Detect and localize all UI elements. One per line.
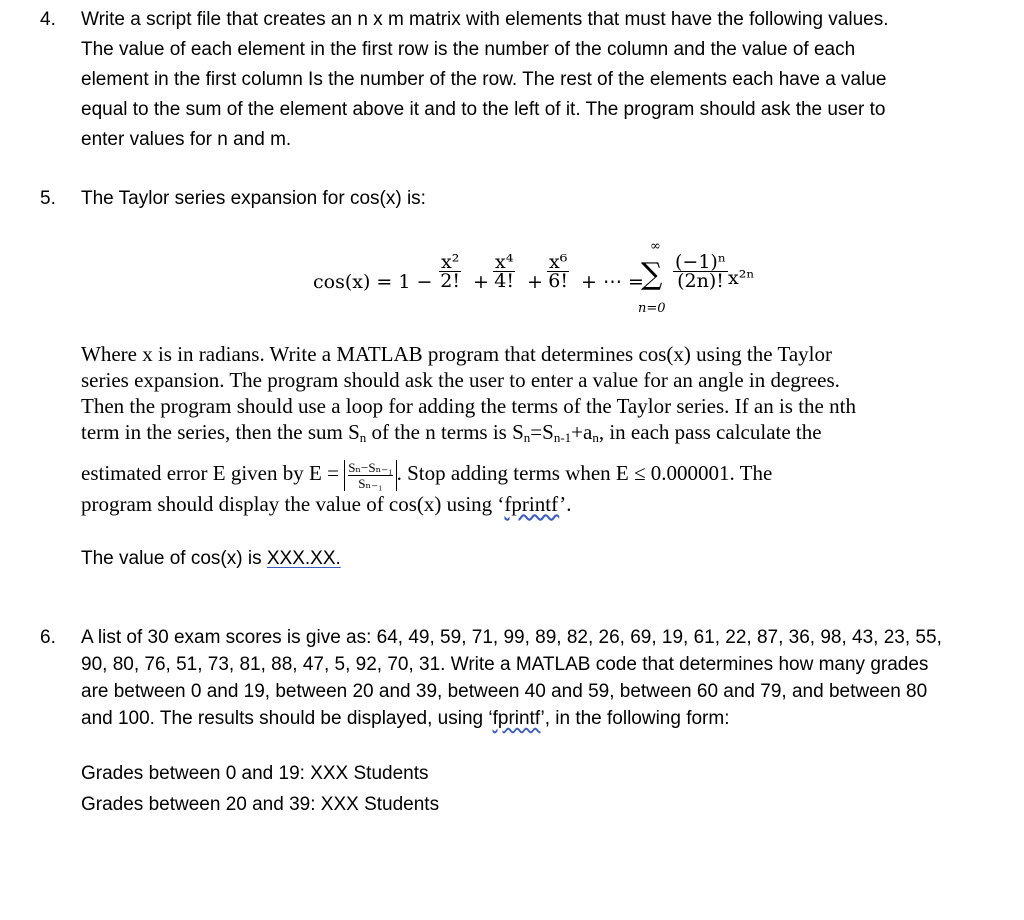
q5-paragraph <box>81 341 981 517</box>
output-placeholder: XXX.XX. <box>266 548 341 569</box>
x-power: x²ⁿ <box>728 267 755 289</box>
formula-tail: + ⋯ = <box>581 271 644 293</box>
term-x2: $\frac{\text{x²}}{2!}$ <box>440 251 461 292</box>
q4-line: The value of each element in the first row is the number of the column and the value of each <box>81 39 856 60</box>
question-5 <box>40 184 980 214</box>
sum-bottom: n=0 <box>638 301 666 316</box>
fprintf-code: fprintf <box>492 708 541 729</box>
q5-output: The value of cos(x) is XXX.XX. <box>81 548 341 569</box>
q6-line: 90, 80, 76, 51, 73, 81, 88, 47, 5, 92, 70, 31. Write a MATLAB code that determines how many grades <box>81 654 929 675</box>
term-general: $\frac{\text{(−1)ⁿ}}{(2n)!}$ <box>675 251 727 292</box>
fprintf-code: fprintf <box>504 492 560 516</box>
question-number: 5. <box>40 188 56 209</box>
question-number: 4. <box>40 9 56 30</box>
term-x4: $\frac{\text{x⁴}}{4!}$ <box>494 251 515 292</box>
q5-line: program should display the value of cos(x) using ‘fprintf’. <box>81 492 572 516</box>
q5-line: Then the program should use a loop for adding the terms of the Taylor series. If an is the nth <box>81 394 856 418</box>
q5-line: term in the series, then the sum $S_n$ of the n terms is $S_n=S_{n-1}+a_n$, in each pass calculate the <box>81 420 822 445</box>
q6-line: are between 0 and 19, between 20 and 39, between 40 and 59, between 60 and 79, and between 80 <box>81 681 928 702</box>
q6-output <box>81 758 439 820</box>
q5-line: estimated error E given by E = $\frac{\text{Sₙ−Sₙ₋₁}}{\text{Sₙ₋₁}}$ . Stop adding terms when E ≤ 0.000001. The <box>81 459 773 491</box>
question-4 <box>40 5 980 155</box>
sum-top: ∞ <box>650 239 661 254</box>
plus-sign: + <box>527 271 543 293</box>
q6-line: A list of 30 exam scores is give as: 64, 49, 59, 71, 99, 89, 82, 26, 69, 19, 61, 22, 87, 36, 98, 43, 23, 55, <box>81 627 942 648</box>
formula-lhs: cos(x) = 1 − <box>313 271 433 293</box>
error-fraction: $\frac{\text{Sₙ−Sₙ₋₁}}{\text{Sₙ₋₁}}$ <box>344 460 396 491</box>
q5-line: series expansion. The program should ask the user to enter a value for an angle in degrees. <box>81 368 840 392</box>
q5-line: Where x is in radians. Write a MATLAB program that determines cos(x) using the Taylor <box>81 342 832 366</box>
output-line: Grades between 20 and 39: XXX Students <box>81 794 440 815</box>
taylor-formula <box>313 239 773 325</box>
term-x6: $\frac{\text{x⁶}}{6!}$ <box>548 251 569 292</box>
q4-line: enter values for n and m. <box>81 129 292 150</box>
output-line: Grades between 0 and 19: XXX Students <box>81 763 429 784</box>
sigma-icon: ∑ <box>641 257 663 292</box>
q5-intro: The Taylor series expansion for cos(x) is: <box>81 188 426 209</box>
plus-sign: + <box>473 271 489 293</box>
question-6 <box>40 624 980 732</box>
q4-line: element in the first column Is the number of the row. The rest of the elements each have a value <box>81 69 887 90</box>
q4-line: Write a script file that creates an n x m matrix with elements that must have the following values. <box>81 9 889 30</box>
question-number: 6. <box>40 627 56 648</box>
q6-line: and 100. The results should be displayed, using ‘fprintf’, in the following form: <box>81 708 730 729</box>
q4-line: equal to the sum of the element above it and to the left of it. The program should ask the user to <box>81 99 886 120</box>
